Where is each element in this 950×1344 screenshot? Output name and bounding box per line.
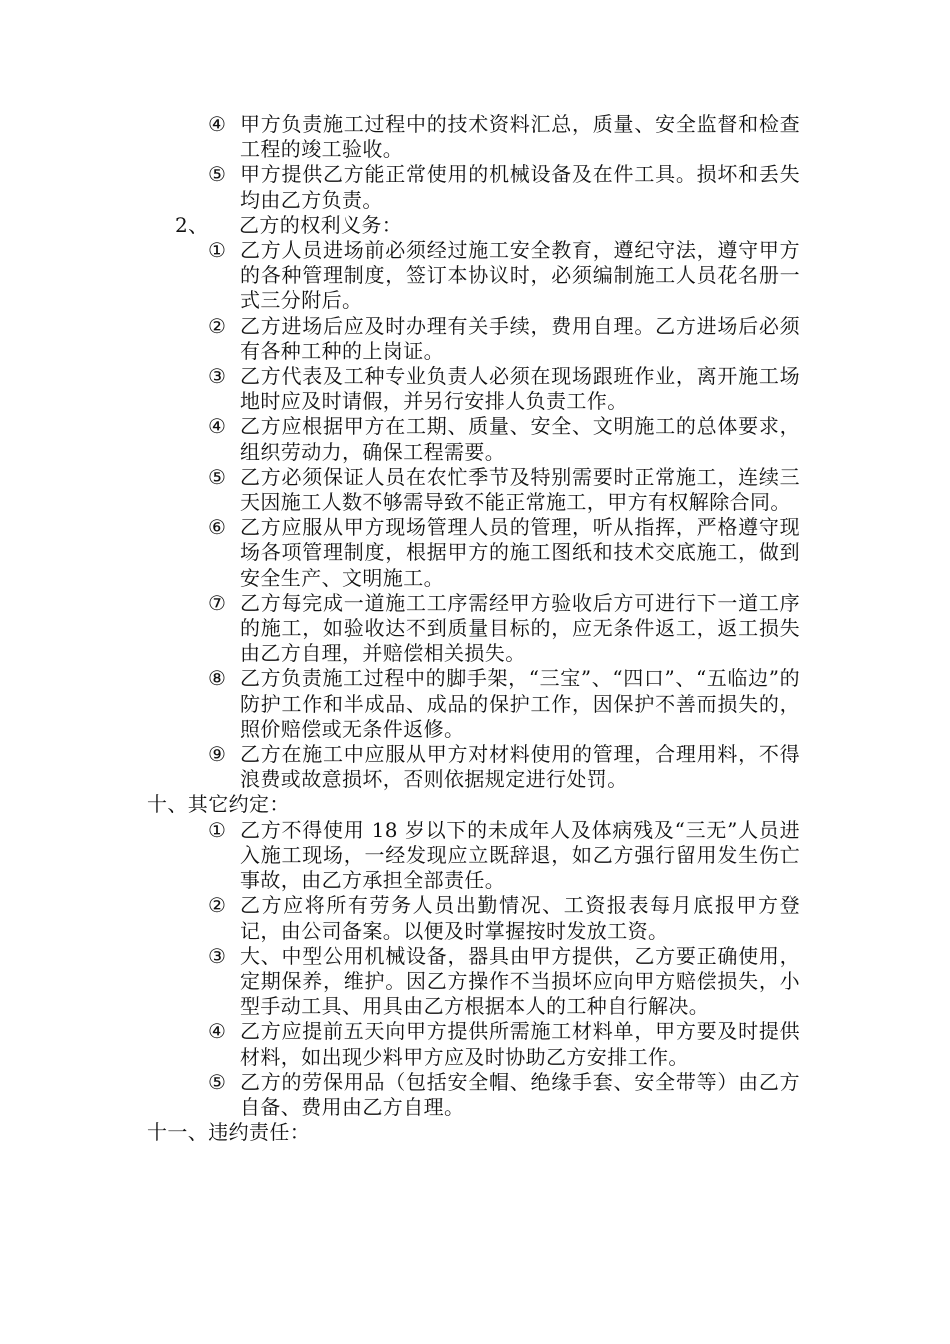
list-item-text: 乙方代表及工种专业负责人必须在现场跟班作业，离开施工场地时应及时请假，并另行安排人负责工作。: [240, 364, 800, 414]
list-item: [0, 238, 800, 314]
document-page: [0, 112, 950, 1145]
list-item-text: 乙方每完成一道施工工序需经甲方验收后方可进行下一道工序的施工，如验收达不到质量目标的，应无条件返工，返工损失由乙方自理，并赔偿相关损失。: [240, 590, 800, 666]
section-title: 乙方的权利义务：: [239, 212, 403, 237]
list-item: [0, 591, 800, 667]
list-marker: ⑦: [208, 590, 227, 615]
list-item-text: 乙方应将所有劳务人员出勤情况、工资报表每月底报甲方登记，由公司备案。以便及时掌握按时发放工资。: [240, 893, 800, 943]
list-marker: ⑤: [208, 464, 227, 489]
list-item-text: 大、中型公用机械设备，器具由甲方提供，乙方要正确使用，定期保养，维护。因乙方操作不当损坏应向甲方赔偿损失，小型手动工具、用具由乙方根据本人的工种自行解决。: [240, 943, 800, 1019]
list-marker: ⑧: [208, 666, 227, 691]
list-marker: ⑨: [208, 742, 227, 767]
list-item: [0, 944, 800, 1020]
list-marker: ②: [208, 893, 227, 918]
list-item: [0, 742, 800, 792]
list-marker: ⑥: [208, 515, 227, 540]
list-item-text: 甲方提供乙方能正常使用的机械设备及在件工具。损坏和丢失均由乙方负责。: [240, 162, 800, 212]
list-item: [0, 112, 800, 162]
list-item-text: 乙方应服从甲方现场管理人员的管理，听从指挥，严格遵守现场各项管理制度，根据甲方的施工图纸和技术交底施工，做到安全生产、文明施工。: [240, 515, 800, 590]
section-number: 2、: [175, 212, 209, 237]
list-marker: ④: [208, 414, 227, 439]
list-item: [0, 162, 800, 212]
section-heading-2: [0, 213, 950, 238]
list-item-text: 乙方应根据甲方在工期、质量、安全、文明施工的总体要求，组织劳动力，确保工程需要。: [240, 414, 800, 464]
list-item: [0, 364, 800, 414]
list-marker: ④: [208, 1019, 227, 1044]
list-item-text: 乙方进场后应及时办理有关手续，费用自理。乙方进场后必须有各种工种的上岗证。: [240, 313, 800, 363]
list-item: [0, 414, 800, 464]
section-heading-10: 十、其它约定：: [147, 792, 290, 817]
list-item: [0, 666, 800, 742]
list-item: [0, 818, 800, 894]
list-marker: ②: [208, 313, 227, 338]
list-marker: ①: [208, 817, 227, 842]
list-marker: ③: [208, 364, 227, 389]
list-item-text: 甲方负责施工过程中的技术资料汇总，质量、安全监督和检查工程的竣工验收。: [240, 112, 800, 162]
list-item-text: 乙方不得使用 18 岁以下的未成年人及体病残及“三无”人员进入施工现场，一经发现应立既辞退，如乙方强行留用发生伤亡事故，由乙方承担全部责任。: [240, 817, 800, 893]
list-marker: ①: [208, 238, 227, 263]
list-item-text: 乙方必须保证人员在农忙季节及特别需要时正常施工，连续三天因施工人数不够需导致不能正常施工，甲方有权解除合同。: [240, 464, 800, 515]
list-item-text: 乙方应提前五天向甲方提供所需施工材料单，甲方要及时提供材料，如出现少料甲方应及时协助乙方安排工作。: [240, 1019, 800, 1069]
list-item: [0, 465, 800, 515]
list-item: [0, 314, 800, 364]
list-item: [0, 515, 800, 591]
list-marker: ⑤: [208, 162, 227, 187]
list-item-text: 乙方人员进场前必须经过施工安全教育，遵纪守法，遵守甲方的各种管理制度，签订本协议时，必须编制施工人员花名册一式三分附后。: [240, 238, 800, 313]
list-marker: ③: [208, 943, 227, 968]
list-item: [0, 1019, 800, 1069]
list-item: [0, 1070, 800, 1120]
list-item-text: 乙方的劳保用品（包括安全帽、绝缘手套、安全带等）由乙方自备、费用由乙方自理。: [240, 1069, 800, 1119]
section-heading-11: 十一、违约责任：: [147, 1120, 311, 1145]
list-item-text: 乙方负责施工过程中的脚手架，“三宝”、“四口”、“五临边”的防护工作和半成品、成品的保护工作，因保护不善而损失的，照价赔偿或无条件返修。: [240, 666, 800, 741]
list-marker: ④: [208, 112, 227, 136]
list-marker: ⑤: [208, 1069, 227, 1094]
list-item-text: 乙方在施工中应服从甲方对材料使用的管理，合理用料，不得浪费或故意损坏，否则依据规定进行处罚。: [240, 742, 800, 792]
list-item: [0, 893, 800, 943]
